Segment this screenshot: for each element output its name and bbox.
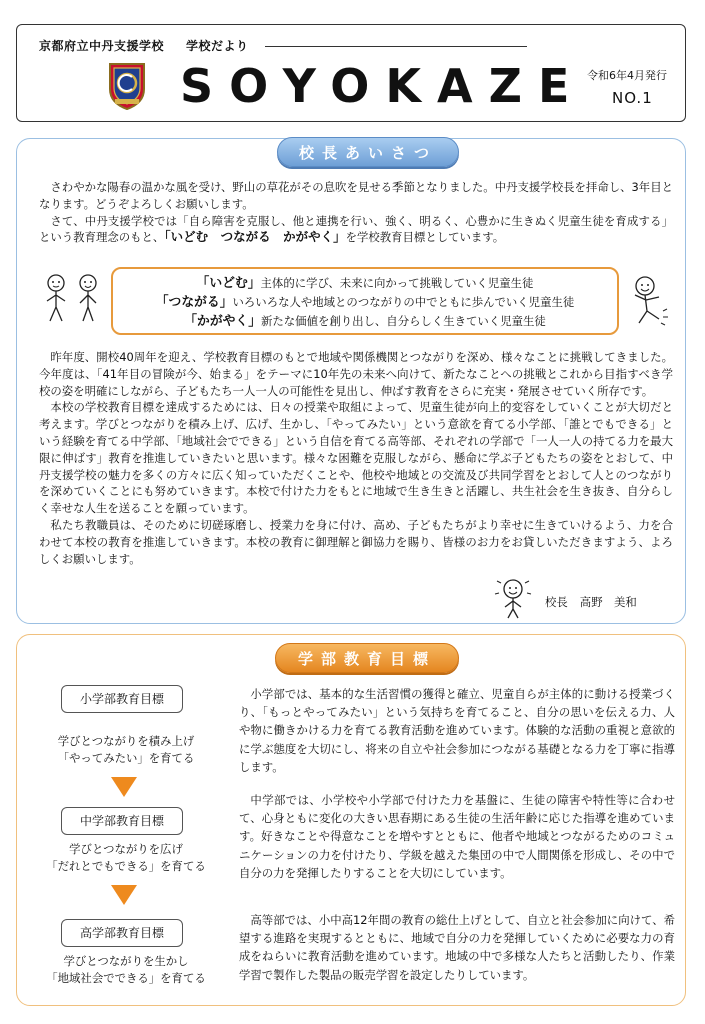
elementary-goal-subtitle: 学びとつながりを積み上げ 「やってみたい」を育てる <box>57 734 195 765</box>
issue-number: NO.1 <box>612 89 653 107</box>
motto-line-idomu: 「いどむ」主体的に学び、未来に向かって挑戦していく児童生徒 <box>196 276 534 291</box>
high-school-goal-subtitle: 学びとつながりを生かし 「地域社会でできる」を育てる <box>46 954 206 985</box>
newsletter-type: 学校だより <box>186 39 249 53</box>
jumping-figure-icon <box>627 275 671 329</box>
high-school-goal-label: 高学部教育目標 <box>61 919 183 947</box>
elementary-goal-label: 小学部教育目標 <box>61 685 183 713</box>
principal-signature <box>545 594 637 610</box>
intro-2-text-c: を学校教育目標としています。 <box>345 230 505 245</box>
intro-paragraph-1: さわやかな陽春の温かな風を受け、野山の草花がその息吹を見せる季節となりました。中丹支援学校長を拝命し、3年目となります。どうぞよろしくお願いします。 <box>39 180 673 211</box>
school-crest-icon <box>107 61 147 111</box>
header-school-line <box>39 37 249 54</box>
elementary-goal-text: 小学部では、基本的な生活習慣の獲得と確立、児童自らが主体的に動ける授業づくり、「もっとやってみたい」という気持ちを育てること、自分の思いを伝える力、人や物に働きかける力を育てる教育活動を進めています。体験的な活動の重視と意欲的に学ぶ態度を大切にし、将来の自立や社会参加につながる基礎となる力を丁寧に指導します。 <box>239 687 675 774</box>
department-goals-heading: 学部教育目標 <box>275 643 459 673</box>
body-paragraph-1: 昨年度、開校40周年を迎え、学校教育目標のもとで地域や関係機関とつながりを深め、様々なことに挑戦してきました。今年度は、「41年目の冒険が今、始まる」をテーマに10年先の未来へ向けて、新たなことへの挑戦とこれから目指すべき学校の姿を明確にしながら、子どもたち一人一人の可能性を見出し、伸ばす教育をさらに充実・発展させていく所存です。 <box>39 350 673 398</box>
down-arrow-icon <box>111 885 137 905</box>
junior-high-goal-label: 中学部教育目標 <box>61 807 183 835</box>
high-school-goal-text: 高等部では、小中高12年間の教育の総仕上げとして、自立と社会参加に向けて、希望する進路を実現するとともに、地域で自分の力を発揮していくために必要な力の育成をねらいに教育活動を進めています。地域の中で多様な人たちと活動したり、作業学習で製作した製品の販売学習を設定したりしています。 <box>239 913 675 982</box>
stick-figure-left-icon <box>43 273 69 325</box>
principal-body <box>39 349 673 567</box>
issue-date: 令和6年4月発行 <box>587 69 667 82</box>
department-goals-section <box>16 634 686 1006</box>
header-rule <box>265 46 527 47</box>
signature-title: 校長 <box>545 595 568 609</box>
principal-greeting-section <box>16 138 686 624</box>
junior-high-goal-subtitle: 学びとつながりを広げ 「だれとでもできる」を育てる <box>46 842 206 873</box>
principal-heading: 校長あいさつ <box>277 137 459 167</box>
motto-line-kagayaku: 「かがやく」新たな価値を創り出し、自分らしく生きていく児童生徒 <box>184 314 546 329</box>
principal-intro <box>39 179 673 246</box>
intro-paragraph-2 <box>39 213 673 247</box>
body-paragraph-3: 私たち教職員は、そのために切磋琢磨し、授業力を身に付け、高め、子どもたちがより幸せに生きていけるよう、力を合わせて本校の教育を推進していきます。本校の教育に御理解と御協力を賜り、皆様のお力をお貸しいただきますよう、よろしくお願いします。 <box>39 517 673 566</box>
school-goal-motto-box <box>111 267 619 335</box>
smiling-face-icon <box>493 575 533 619</box>
down-arrow-icon <box>111 777 137 797</box>
signature-name: 高野 美和 <box>579 595 637 609</box>
intro-2-text-a: さて、中丹支援学校では「自ら障害を克服し、他と連携を行い、強く、明るく、心豊かに生きぬく児童生徒を育成する」という教育理念のもと、 <box>39 213 673 245</box>
stick-figure-middle-icon <box>75 273 101 325</box>
junior-high-goal-text: 中学部では、小学校や小学部で付けた力を基盤に、生徒の障害や特性等に合わせて、心身ともに変化の大きい思春期にある生徒の生活年齢に応じた指導を進めています。好きなことや得意なことを増やすとともに、他者や地域とつながるためのコミュニケーションの力を付けたり、学級を越えた集団の中で人間関係を形成し、その中で自分の力を発揮したりすることを大切にしています。 <box>239 793 675 880</box>
newsletter-header <box>16 24 686 122</box>
newsletter-title: SOYOKAZE <box>180 59 586 113</box>
motto-line-tsunagaru: 「つながる」いろいろな人や地域とのつながりの中でともに歩んでいく児童生徒 <box>155 295 575 310</box>
school-goal-motto: 「いどむ つながる かがやく」 <box>164 229 346 245</box>
body-paragraph-2: 本校の学校教育目標を達成するためには、日々の授業や取組によって、児童生徒が向上的変容をしていくことが大切だと考えます。学びとつながりを積み上げ、広げ、生かし、「やってみたい」という意欲を育てる小学部、「誰とでもできる」という経験を育てる中学部、「地域社会でできる」という自信を育てる高等部、それぞれの学部で「一人一人の持てる力を最大限に伸ばす」教育を推進していきたいと思います。様々な困難を克服しながら、懸命に学ぶ子どもたちの姿をとおして、中丹支援学校の魅力を多くの方々に広く知っていただくことや、他校や地域との交流及び共同学習をとおして人とのつながりを深めていくことにも努めていきます。本校で付けた力をもとに地域で生き生きと活躍し、共生社会を生き抜き、自分らしく幸せな人生を送ることを願っています。 <box>39 400 673 516</box>
school-name: 京都府立中丹支援学校 <box>39 39 165 53</box>
